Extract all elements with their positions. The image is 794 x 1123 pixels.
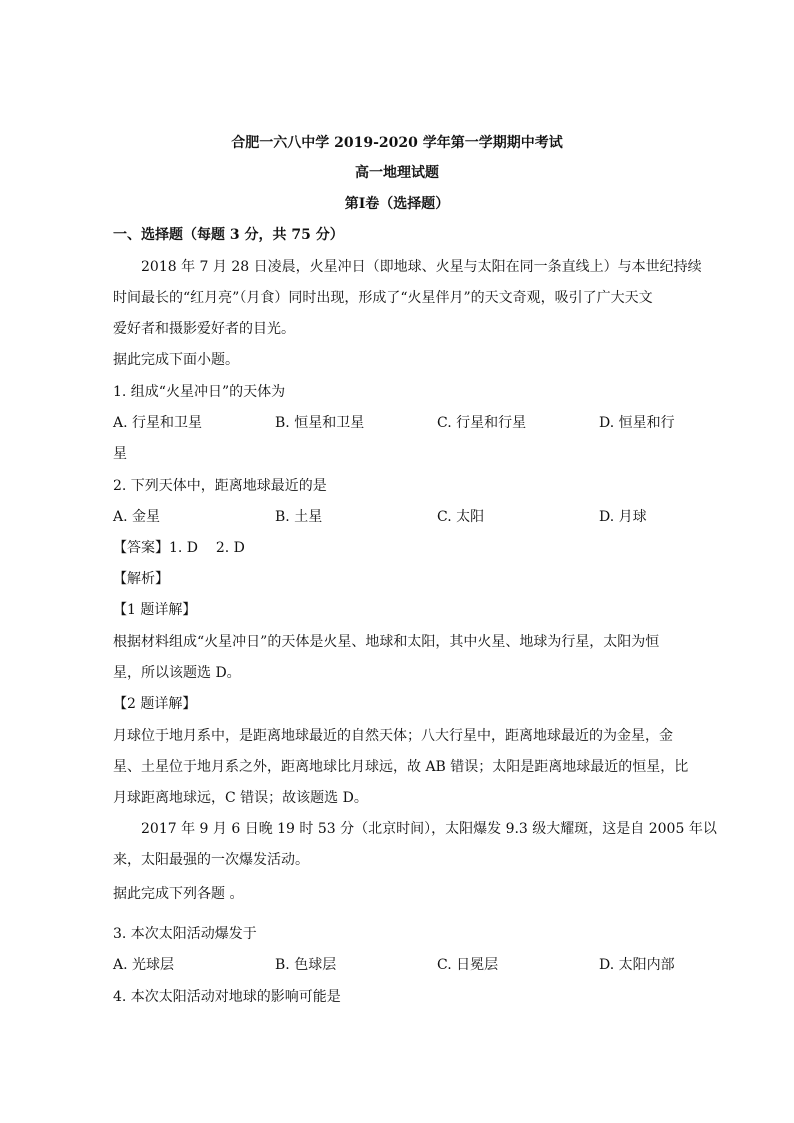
question-3-option-d: D. 太阳内部	[599, 957, 675, 973]
q2-detail-line: 月球距离地球远，C 错误；故该题选 D。	[113, 790, 368, 806]
section-heading: 一、选择题（每题 3 分，共 75 分）	[113, 227, 344, 243]
question-2-option-c: C. 太阳	[437, 509, 485, 525]
passage1-instruction: 据此完成下面小题。	[113, 352, 239, 368]
exam-subtitle: 高一地理试题	[355, 165, 439, 181]
question-1-option-c: C. 行星和行星	[437, 415, 527, 431]
analysis-label: 【解析】	[113, 571, 169, 587]
question-2-option-a: A. 金星	[113, 509, 161, 525]
q1-detail-label: 【1 题详解】	[113, 602, 197, 618]
q2-detail-label: 【2 题详解】	[113, 696, 197, 712]
q1-detail-line: 根据材料组成“火星冲日”的天体是火星、地球和太阳，其中火星、地球为行星，太阳为恒	[113, 634, 660, 650]
passage1-line: 爱好者和摄影爱好者的目光。	[113, 321, 295, 337]
question-2-stem: 2. 下列天体中，距离地球最近的是	[113, 478, 327, 494]
q1-detail-line: 星，所以该题选 D。	[113, 665, 241, 681]
answer-line: 【答案】1. D 2. D	[113, 540, 245, 556]
passage1-line: 2018 年 7 月 28 日凌晨，火星冲日（即地球、火星与太阳在同一条直线上）与本世纪持续	[141, 259, 702, 275]
q2-detail-line: 星、土星位于地月系之外，距离地球比月球远，故 AB 错误；太阳是距离地球最近的恒星，比	[113, 759, 689, 775]
question-3-option-a: A. 光球层	[113, 957, 175, 973]
question-2-option-d: D. 月球	[599, 509, 647, 525]
question-1-stem: 1. 组成“火星冲日”的天体为	[113, 384, 286, 400]
question-1-option-b: B. 恒星和卫星	[275, 415, 365, 431]
q2-detail-line: 月球位于地月系中，是距离地球最近的自然天体；八大行星中，距离地球最近的为金星，金	[113, 728, 673, 744]
volume-title: 第Ⅰ卷（选择题）	[344, 196, 450, 212]
passage2-line: 来，太阳最强的一次爆发活动。	[113, 852, 309, 868]
passage2-line: 2017 年 9 月 6 日晚 19 时 53 分（北京时间），太阳爆发 9.3 级大耀斑，这是自 2005 年以	[141, 821, 717, 837]
question-1-option-d: D. 恒星和行	[599, 415, 675, 431]
passage2-instruction: 据此完成下列各题 。	[113, 886, 244, 902]
question-3-option-c: C. 日冕层	[437, 957, 499, 973]
question-1-option-d-wrap: 星	[113, 446, 127, 462]
exam-title: 合肥一六八中学 2019-2020 学年第一学期期中考试	[231, 135, 563, 151]
question-3-option-b: B. 色球层	[275, 957, 337, 973]
question-1-option-a: A. 行星和卫星	[113, 415, 203, 431]
passage1-line: 时间最长的“红月亮”（月食）同时出现，形成了“火星伴月”的天文奇观，吸引了广大天文	[113, 290, 653, 306]
question-2-option-b: B. 土星	[275, 509, 323, 525]
question-4-stem: 4. 本次太阳活动对地球的影响可能是	[113, 989, 341, 1005]
question-3-stem: 3. 本次太阳活动爆发于	[113, 926, 257, 942]
